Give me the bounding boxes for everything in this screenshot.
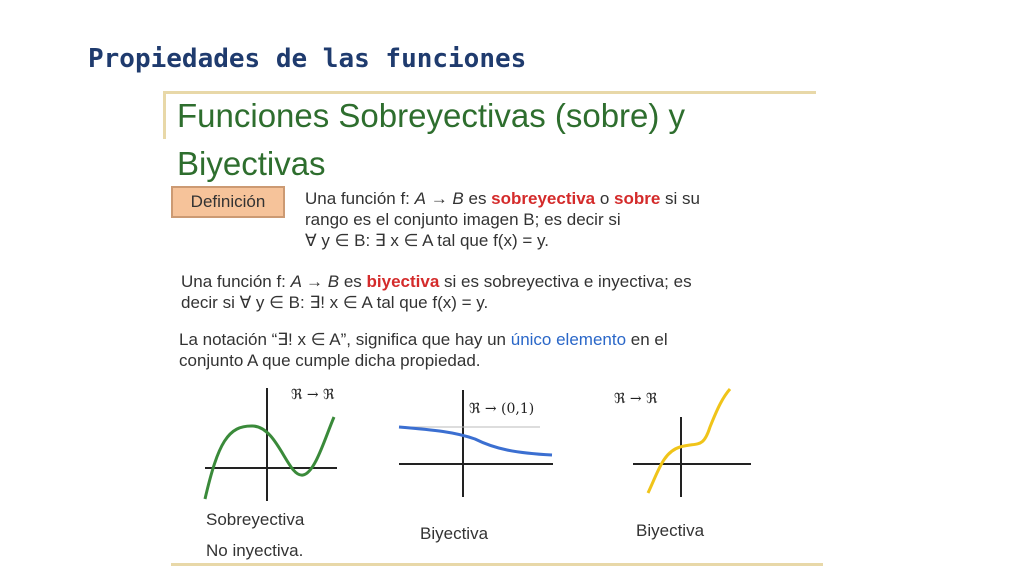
def1-set-b: B <box>452 189 464 208</box>
slide-heading-line2: Biyectivas <box>177 145 326 182</box>
page-title: Propiedades de las funciones <box>88 44 527 74</box>
notation-text <box>179 329 819 371</box>
term-biyectiva: biyectiva <box>366 272 440 291</box>
graph3-label: ℜ → ℜ <box>614 391 658 407</box>
notation-line2: conjunto A que cumple dicha propiedad. <box>179 351 481 370</box>
graph3-caption: Biyectiva <box>636 521 705 540</box>
graph-biyectiva-1 <box>395 387 555 499</box>
notation-line1 <box>179 329 819 350</box>
slide-heading-line1: Funciones Sobreyectivas (sobre) y <box>177 97 686 134</box>
def1-es: es <box>463 189 492 208</box>
def1-set-a: A <box>414 189 426 208</box>
notation-p1: La notación “∃! x ∈ A”, significa que hay un <box>179 330 511 349</box>
graph-sobreyectiva <box>203 383 338 505</box>
def1-o: o <box>595 189 615 208</box>
graph1-caption1: Sobreyectiva <box>206 510 305 529</box>
def1-si-su: si su <box>660 189 701 208</box>
graph1-label: ℜ → ℜ <box>291 387 335 403</box>
def1-line2: rango es el conjunto imagen B; es decir si <box>305 210 621 229</box>
term-sobreyectiva: sobreyectiva <box>491 189 596 208</box>
graph2-label: ℜ → (0,1) <box>469 401 535 417</box>
def2-line1 <box>181 271 821 292</box>
slide-image <box>163 91 823 566</box>
def1-arrow: → <box>425 189 453 208</box>
graph-biyectiva-2 <box>608 387 753 499</box>
def2-rest: si es sobreyectiva e inyectiva; es <box>439 272 692 291</box>
graph1-curve <box>205 417 334 499</box>
slide-heading <box>177 92 817 188</box>
graph3-curve <box>648 389 730 493</box>
definition-badge: Definición <box>171 186 285 218</box>
slide-left-border <box>163 91 166 139</box>
def2-es: es <box>339 272 367 291</box>
term-sobre: sobre <box>614 189 661 208</box>
def2-text: Una función f: <box>181 272 291 291</box>
definition-biyectiva-text <box>181 271 821 313</box>
graph2-curve <box>399 427 552 455</box>
notation-p2: en el <box>626 330 668 349</box>
graph2-caption: Biyectiva <box>420 524 489 543</box>
def1-line3: ∀ y ∈ B: ∃ x ∈ A tal que f(x) = y. <box>305 231 549 250</box>
def1-line1 <box>305 188 805 209</box>
def1-text: Una función f: <box>305 189 415 208</box>
def2-line2: decir si ∀ y ∈ B: ∃! x ∈ A tal que f(x) = y. <box>181 293 489 312</box>
graph1-caption2: No inyectiva. <box>206 541 304 560</box>
term-unico-elemento: único elemento <box>510 330 627 349</box>
slide-bottom-border <box>171 563 823 566</box>
def2-mapping: A → B <box>290 272 340 291</box>
definition-sobreyectiva-text <box>305 188 805 251</box>
